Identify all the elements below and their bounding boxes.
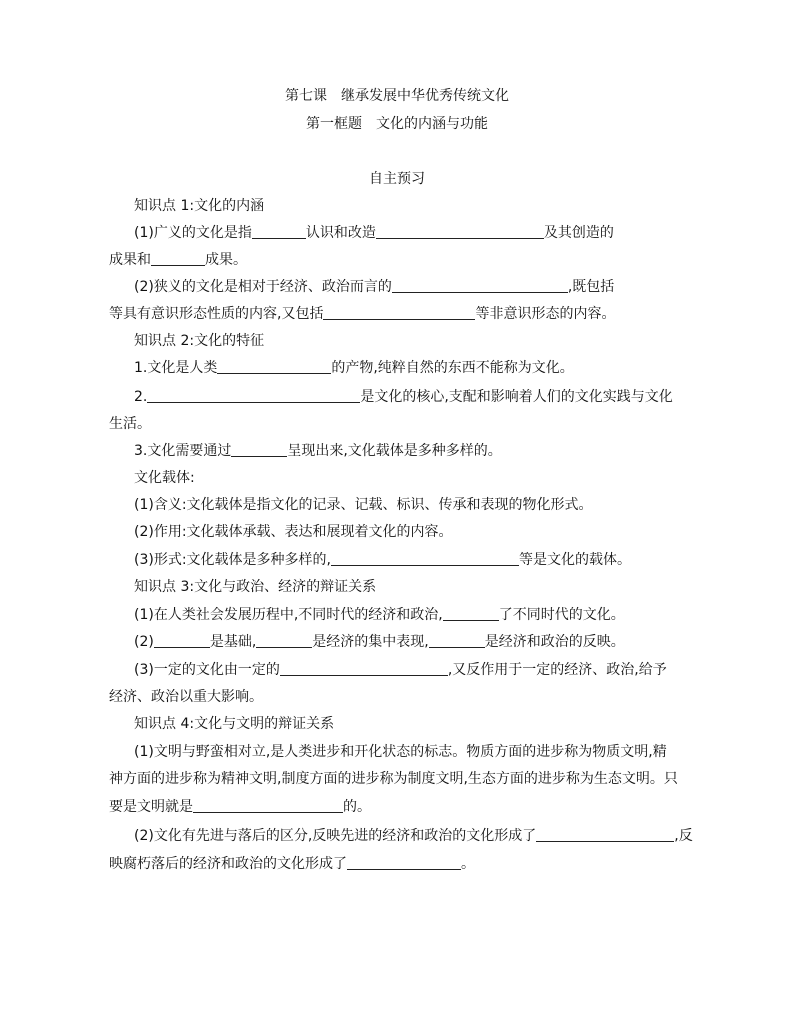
kp1-heading: 知识点 1:文化的内涵 — [134, 198, 265, 214]
kp1-line4: 等具有意识形态性质的内容,又包括 等非意识形态的内容。 — [109, 306, 616, 322]
blank[interactable] — [280, 661, 448, 676]
carrier-form: (3)形式:文化载体是多种多样的, 等是文化的载体。 — [134, 552, 631, 568]
blank[interactable] — [323, 305, 475, 320]
kp4-line3: 要是文明就是 的。 — [109, 799, 371, 815]
kp3-line4: 经济、政治以重大影响。 — [109, 689, 263, 705]
kp3-line3: (3)一定的文化由一定的 ,又反作用于一定的经济、政治,给予 — [134, 662, 667, 678]
kp4-heading: 知识点 4:文化与文明的辩证关系 — [134, 716, 335, 732]
kp4-line1: (1)文明与野蛮相对立,是人类进步和开化状态的标志。物质方面的进步称为物质文明,精 — [134, 744, 667, 760]
blank[interactable] — [376, 224, 544, 239]
blank[interactable] — [256, 633, 312, 648]
kp1-line3: (2)狭义的文化是相对于经济、政治而言的 ,既包括 — [134, 279, 615, 295]
kp2-line4: 3.文化需要通过 呈现出来,文化载体是多种多样的。 — [134, 443, 502, 459]
kp3-line1: (1)在人类社会发展历程中,不同时代的经济和政治, 了不同时代的文化。 — [134, 607, 625, 623]
kp1-line1: (1)广义的文化是指 认识和改造 及其创造的 — [134, 225, 614, 241]
carrier-meaning: (1)含义:文化载体是指文化的记录、记载、标识、传承和表现的物化形式。 — [134, 497, 593, 513]
kp3-heading: 知识点 3:文化与政治、经济的辩证关系 — [134, 579, 377, 595]
blank[interactable] — [154, 633, 210, 648]
kp3-line2: (2) 是基础, 是经济的集中表现, 是经济和政治的反映。 — [134, 634, 625, 650]
blank[interactable] — [252, 224, 306, 239]
blank[interactable] — [392, 278, 568, 293]
kp2-heading: 知识点 2:文化的特征 — [134, 333, 265, 349]
kp2-line1: 1.文化是人类 的产物,纯粹自然的东西不能称为文化。 — [134, 360, 574, 376]
kp4-line4: (2)文化有先进与落后的区分,反映先进的经济和政治的文化形成了 ,反 — [134, 828, 693, 844]
kp4-line5: 映腐朽落后的经济和政治的文化形成了 。 — [109, 856, 475, 872]
blank[interactable] — [231, 442, 287, 457]
blank[interactable] — [193, 798, 343, 813]
section-title: 自主预习 — [369, 171, 425, 187]
blank[interactable] — [147, 388, 360, 403]
kp4-line2: 神方面的进步称为精神文明,制度方面的进步称为制度文明,生态方面的进步称为生态文明。只 — [109, 771, 678, 787]
blank[interactable] — [331, 551, 519, 566]
blank[interactable] — [151, 251, 205, 266]
blank[interactable] — [347, 855, 461, 870]
blank[interactable] — [429, 633, 485, 648]
blank[interactable] — [536, 827, 674, 842]
kp1-line2: 成果和 成果。 — [109, 252, 247, 268]
lesson-title: 第七课 继承发展中华优秀传统文化 — [285, 88, 509, 104]
carrier-heading: 文化载体: — [134, 470, 195, 486]
kp2-line2: 2. 是文化的核心,支配和影响着人们的文化实践与文化 — [134, 389, 673, 405]
blank[interactable] — [217, 359, 331, 374]
kp2-line3: 生活。 — [109, 416, 151, 432]
blank[interactable] — [443, 606, 499, 621]
carrier-function: (2)作用:文化载体承载、表达和展现着文化的内容。 — [134, 524, 453, 540]
topic-title: 第一框题 文化的内涵与功能 — [306, 116, 488, 132]
